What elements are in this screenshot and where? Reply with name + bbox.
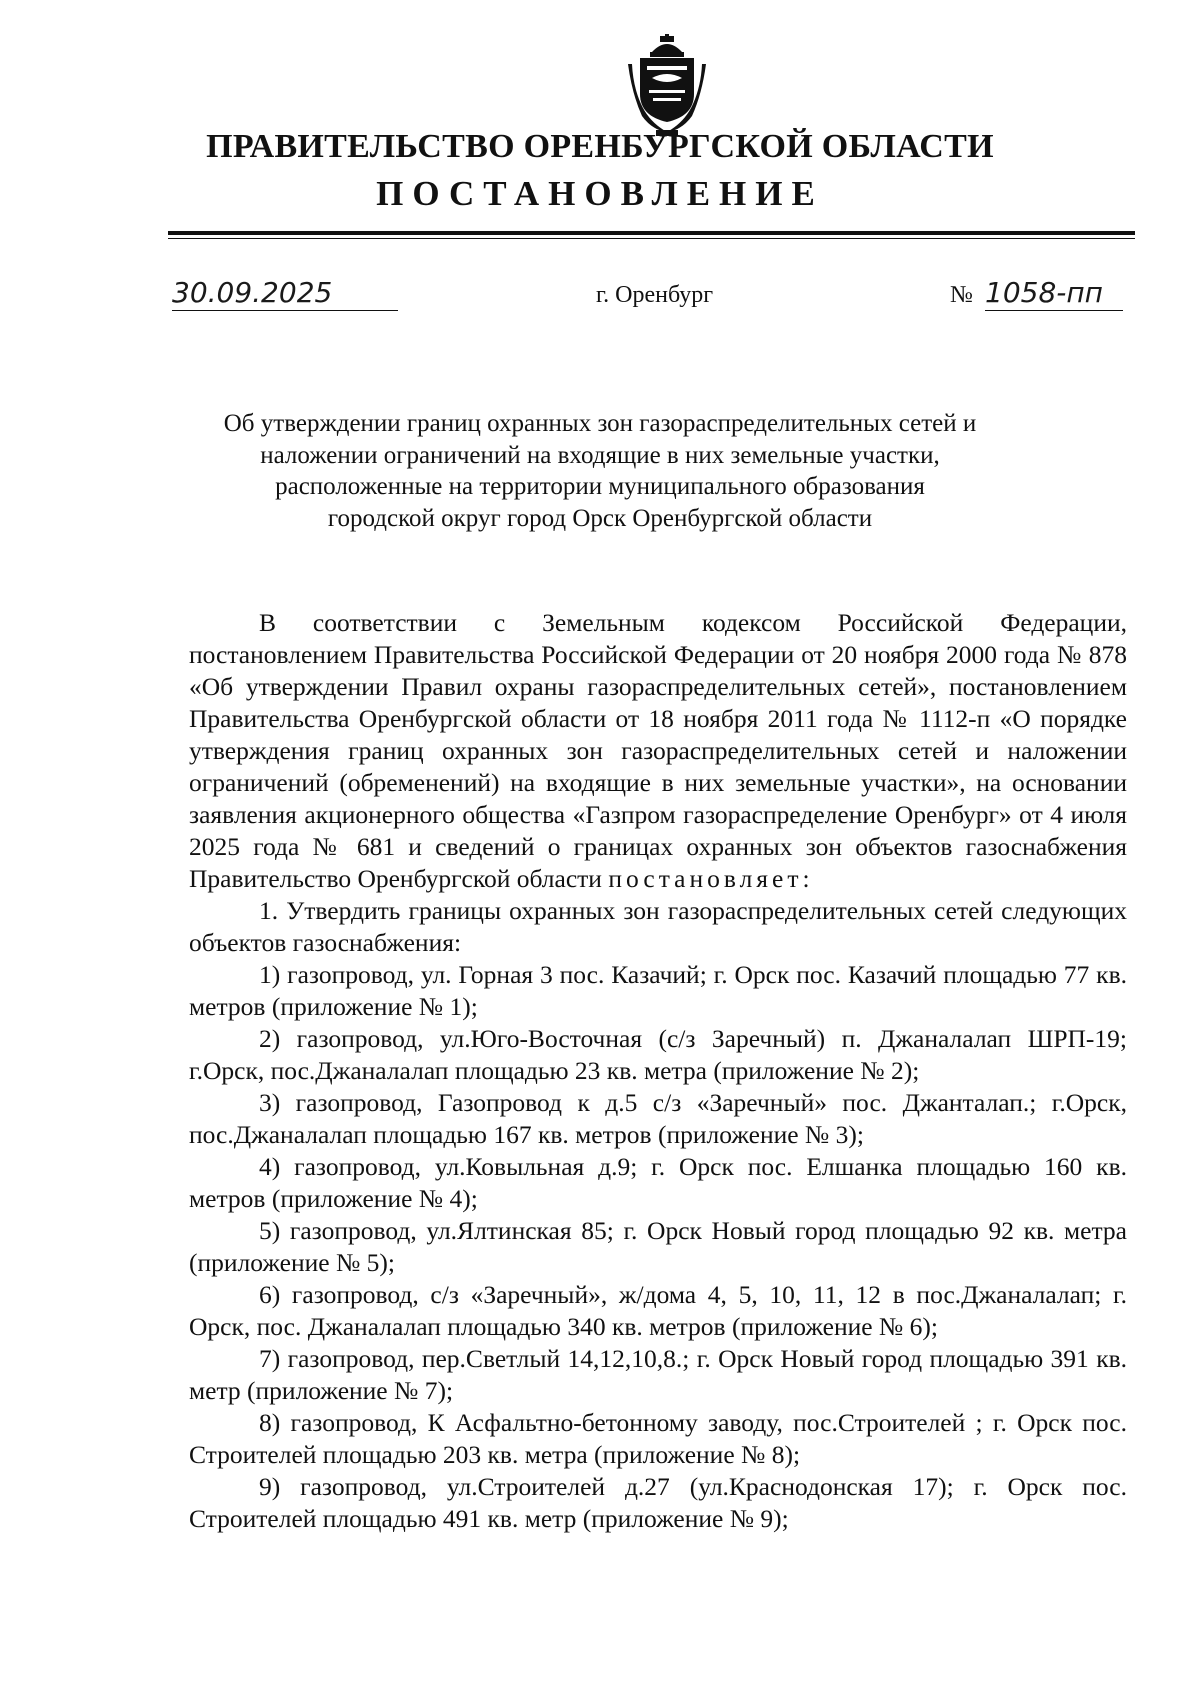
subject-line: наложении ограничений на входящие в них земельные участки, xyxy=(260,441,940,469)
header-divider-thin xyxy=(168,238,1135,239)
preamble-paragraph xyxy=(189,607,1127,895)
document-subject xyxy=(0,408,1200,534)
document-body xyxy=(189,607,1127,1535)
document-city: г. Оренбург xyxy=(596,282,714,308)
subject-line: городской округ город Орск Оренбургской области xyxy=(327,504,873,532)
document-type-heading: ПОСТАНОВЛЕНИЕ xyxy=(376,174,824,213)
preamble-text: В соответствии с Земельным кодексом Российской Федерации, постановлением Правительства Российской Федерации от 20 ноября 2000 года № 878 «Об утверждении Правил охраны газораспределительных сетей», постановлением Правительства Оренбургской области от 18 ноября 2011 года № 1112-п «О порядке утверждения границ охранных зон газораспределительных сетей и наложении ограничений (обременений) на входящие в них земельные участки», на основании заявления акционерного общества «Газпром газораспределение Оренбург» от 4 июля 2025 года № 681 и сведений о границах охранных зон объектов газоснабжения Правительство Оренбургской области xyxy=(189,608,1127,893)
list-item: 8) газопровод, К Асфальтно-бетонному заводу, пос.Строителей ; г. Орск пос. Строителей площадью 203 кв. метра (приложение № 8); xyxy=(189,1408,1127,1469)
list-item: 7) газопровод, пер.Светлый 14,12,10,8.; г. Орск Новый город площадью 391 кв. метр (приложение № 7); xyxy=(189,1344,1127,1405)
preamble-tail: : xyxy=(802,864,810,893)
list-item: 4) газопровод, ул.Ковыльная д.9; г. Орск пос. Елшанка площадью 160 кв. метров (приложение № 4); xyxy=(189,1152,1127,1213)
point-1: 1. Утвердить границы охранных зон газораспределительных сетей следующих объектов газоснабжения: xyxy=(189,896,1127,957)
list-item: 3) газопровод, Газопровод к д.5 с/з «Заречный» пос. Джанталап.; г.Орск, пос.Джаналалап площадью 167 кв. метров (приложение № 3); xyxy=(189,1088,1127,1149)
list-item: 1) газопровод, ул. Горная 3 пос. Казачий; г. Орск пос. Казачий площадью 77 кв. метров (приложение № 1); xyxy=(189,960,1127,1021)
list-item: 9) газопровод, ул.Строителей д.27 (ул.Краснодонская 17); г. Орск пос. Строителей площадью 491 кв. метр (приложение № 9); xyxy=(189,1472,1127,1533)
preamble-verb: постановляет xyxy=(608,864,803,893)
header-divider-thick xyxy=(168,231,1135,235)
list-item: 6) газопровод, с/з «Заречный», ж/дома 4, 5, 10, 11, 12 в пос.Джаналалап; г. Орск, пос. Джаналалап площадью 340 кв. метров (приложение № 6); xyxy=(189,1280,1127,1341)
government-title: ПРАВИТЕЛЬСТВО ОРЕНБУРГСКОЙ ОБЛАСТИ xyxy=(206,128,994,165)
document-number: 1058-пп xyxy=(985,276,1123,311)
document-date: 30.09.2025 xyxy=(172,276,398,311)
list-item: 2) газопровод, ул.Юго-Восточная (с/з Заречный) п. Джаналалап ШРП-19; г.Орск, пос.Джаналалап площадью 23 кв. метра (приложение № 2); xyxy=(189,1024,1127,1085)
subject-line: расположенные на территории муниципального образования xyxy=(275,473,925,500)
document-number-label: № xyxy=(950,282,973,308)
list-item: 5) газопровод, ул.Ялтинская 85; г. Орск Новый город площадью 92 кв. метра (приложение № 5); xyxy=(189,1216,1127,1277)
coat-of-arms-emblem xyxy=(622,34,712,138)
subject-line: Об утверждении границ охранных зон газораспределительных сетей и xyxy=(223,410,977,437)
